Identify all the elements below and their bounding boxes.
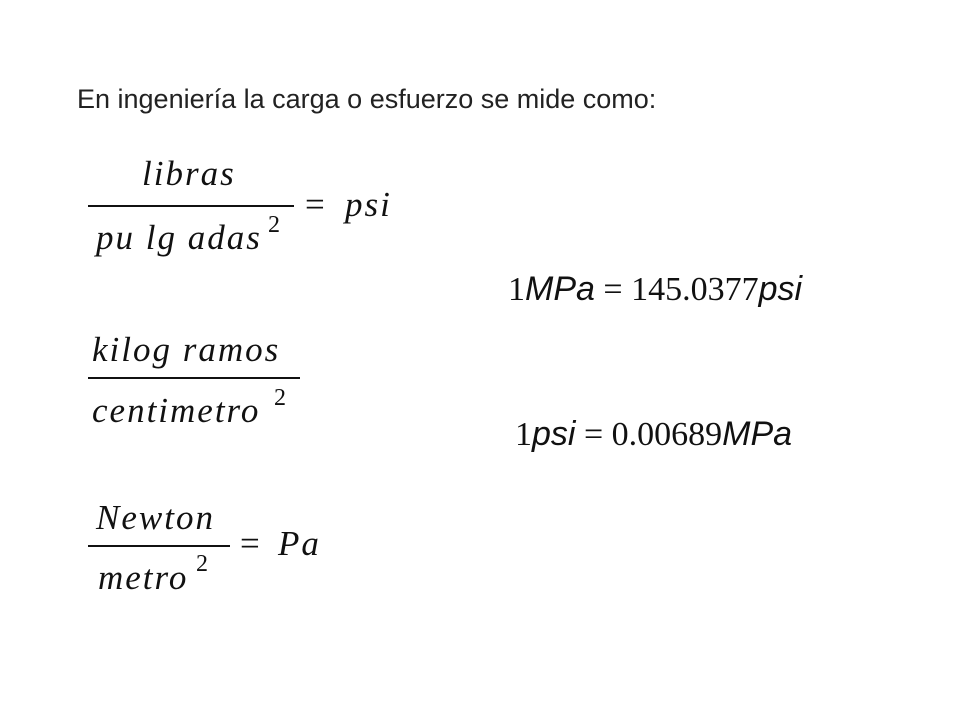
equals-sign: =: [583, 416, 604, 453]
fraction-numerator: libras: [142, 154, 236, 193]
conversion-mpa-to-psi: [508, 270, 802, 309]
equals-sign: =: [240, 524, 260, 563]
rhs-unit: MPa: [722, 415, 793, 453]
conversion-psi-to-mpa: [515, 415, 792, 454]
lhs-unit: psi: [532, 415, 576, 453]
equals-sign: =: [305, 185, 325, 224]
rhs-value: 0.00689: [611, 416, 723, 453]
lhs-value: 1: [508, 271, 525, 308]
result-unit: psi: [345, 185, 392, 224]
fraction-bar: [88, 545, 230, 547]
intro-text: En ingeniería la carga o esfuerzo se mide como:: [77, 84, 657, 114]
fraction-exponent: 2: [274, 385, 286, 411]
fraction-bar: [88, 205, 294, 207]
lhs-value: 1: [515, 416, 532, 453]
rhs-value: 145.0377: [631, 271, 759, 308]
fraction-denominator: metro: [98, 558, 189, 597]
fraction-numerator: kilog ramos: [92, 330, 281, 369]
fraction-numerator: Newton: [96, 498, 215, 537]
fraction-exponent: 2: [196, 551, 208, 577]
fraction-denominator: centimetro: [92, 391, 261, 430]
fraction-bar: [88, 377, 300, 379]
rhs-unit: psi: [758, 270, 803, 308]
fraction-denominator: pu lg adas: [96, 218, 262, 257]
lhs-unit: MPa: [525, 270, 595, 308]
result-unit: Pa: [278, 524, 321, 563]
fraction-exponent: 2: [268, 212, 280, 238]
equals-sign: =: [603, 271, 623, 308]
